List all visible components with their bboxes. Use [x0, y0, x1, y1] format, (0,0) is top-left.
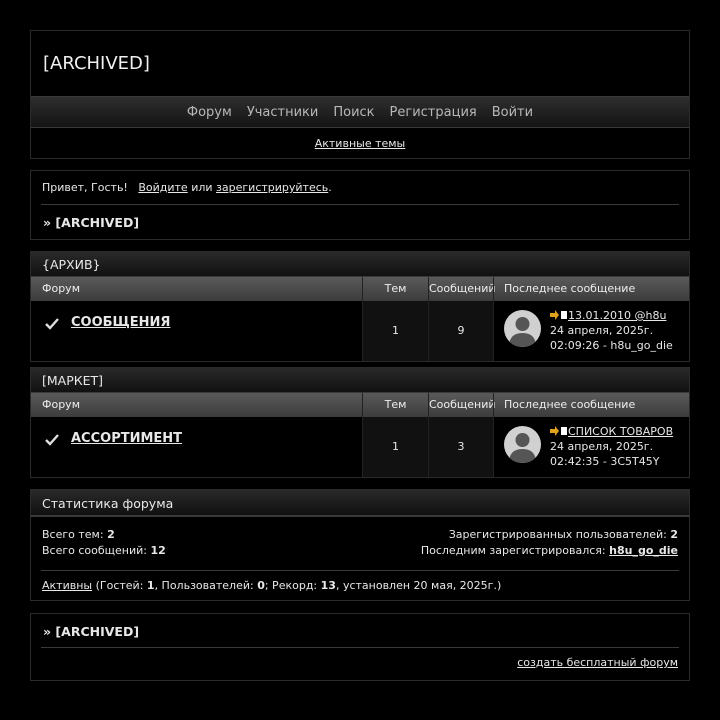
online-link[interactable]: Активны [42, 579, 93, 592]
topics-value: 2 [107, 528, 115, 541]
posts-label: Всего сообщений: [42, 544, 147, 557]
col-topics: Тем [362, 393, 428, 417]
record-label: ; Рекорд: [264, 579, 318, 592]
breadcrumb[interactable]: » [ARCHIVED] [43, 215, 140, 230]
nav-login[interactable]: Войти [491, 104, 534, 120]
category-title: [МАРКЕТ] [31, 368, 689, 393]
main-nav [31, 96, 689, 128]
last-post-time-user: 02:42:35 - 3C5T45Y [550, 455, 660, 468]
forum-cell [31, 301, 362, 361]
last-reg-label: Последним зарегистрировался: [420, 544, 606, 557]
forum-row [31, 301, 689, 361]
stats-title: Статистика форума [31, 490, 689, 517]
col-posts: Сообщений [428, 393, 493, 417]
dot: . [328, 181, 332, 194]
category-market [30, 367, 690, 478]
register-link[interactable]: зарегистрируйтесь [216, 181, 329, 194]
check-icon [45, 434, 59, 446]
guests-value: 1 [146, 579, 155, 592]
users-value: 2 [670, 528, 678, 541]
divider [41, 570, 679, 571]
forum-link-assortment[interactable]: АССОРТИМЕНТ [71, 431, 183, 446]
stats-right [421, 527, 678, 559]
last-post-info [550, 424, 673, 469]
last-post-date: 24 апреля, 2025г. [550, 324, 654, 337]
topics-label: Всего тем: [42, 528, 104, 541]
column-header [31, 277, 689, 301]
last-post-cell [493, 301, 689, 361]
footer [30, 613, 690, 681]
or-text: или [191, 181, 213, 194]
avatar [504, 426, 541, 463]
last-post-link[interactable]: СПИСОК ТОВАРОВ [568, 425, 674, 438]
last-post-cell [493, 417, 689, 477]
check-icon [45, 318, 59, 330]
category-archive [30, 251, 690, 362]
col-topics: Тем [362, 277, 428, 301]
col-forum: Форум [42, 398, 80, 411]
col-last: Последнее сообщение [493, 393, 689, 417]
nav-members[interactable]: Участники [246, 104, 319, 120]
topics-count: 1 [362, 417, 428, 477]
topics-count: 1 [362, 301, 428, 361]
last-post-date: 24 апреля, 2025г. [550, 440, 654, 453]
last-post-link[interactable]: 13.01.2010 @h8u [568, 309, 667, 322]
last-post-time-user: 02:09:26 - h8u_go_die [550, 339, 673, 352]
forum-row [31, 417, 689, 477]
forum-link-messages[interactable]: СООБЩЕНИЯ [71, 315, 171, 330]
login-link[interactable]: Войдите [138, 181, 188, 194]
column-header [31, 393, 689, 417]
free-forum-link[interactable]: создать бесплатный форум [517, 656, 678, 669]
online-stats [42, 579, 501, 592]
record-date: , установлен 20 мая, 2025г.) [335, 579, 502, 592]
welcome-panel [30, 170, 690, 240]
col-posts: Сообщений [428, 277, 493, 301]
record-value: 13 [320, 579, 336, 592]
forum-cell [31, 417, 362, 477]
users-online-value: 0 [257, 579, 265, 592]
greeting [42, 181, 332, 194]
last-post-arrow-icon[interactable] [550, 426, 568, 436]
users-online-label: , Пользователей: [154, 579, 254, 592]
divider [41, 647, 679, 648]
nav-search[interactable]: Поиск [333, 104, 375, 120]
users-label: Зарегистрированных пользователей: [448, 528, 667, 541]
posts-value: 12 [150, 544, 166, 557]
last-post-arrow-icon[interactable] [550, 310, 568, 320]
guests-label: (Гостей: [95, 579, 144, 592]
last-post-info [550, 308, 673, 353]
nav-forum[interactable]: Форум [186, 104, 232, 120]
last-reg-user-link[interactable]: h8u_go_die [609, 544, 678, 557]
header [30, 30, 690, 159]
avatar [504, 310, 541, 347]
divider [41, 204, 679, 205]
footer-breadcrumb[interactable]: » [ARCHIVED] [43, 624, 140, 639]
forum-stats [30, 489, 690, 601]
active-topics-link[interactable]: Активные темы [314, 136, 406, 150]
posts-count: 3 [428, 417, 493, 477]
category-title: {АРХИВ} [31, 252, 689, 277]
col-forum: Форум [42, 282, 80, 295]
posts-count: 9 [428, 301, 493, 361]
sub-nav [31, 128, 689, 158]
stats-left [42, 527, 166, 559]
greeting-text: Привет, Гость! [42, 181, 128, 194]
nav-register[interactable]: Регистрация [389, 104, 477, 120]
site-title: [ARCHIVED] [43, 53, 150, 74]
col-last: Последнее сообщение [493, 277, 689, 301]
